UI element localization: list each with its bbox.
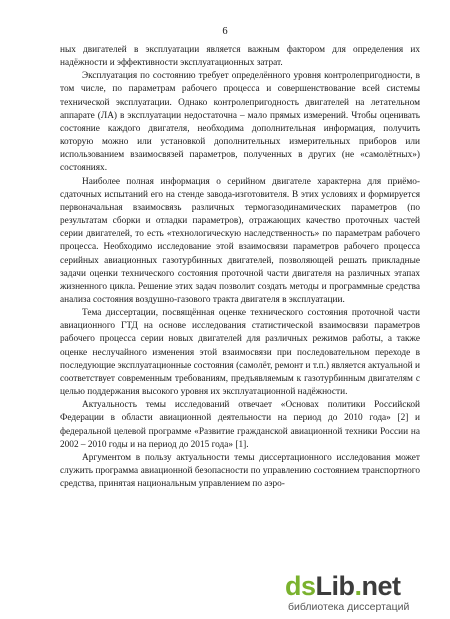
paragraph: Наиболее полная информация о серийном двигателе характерна для приёмо-сдаточных испытаний его на стенде завода-изготовителя. В этих условиях и формируется первоначальная взаимосвязь различных термогазодинамических параметров (по результатам сборки и отладки параметров), отражающих качество проточных частей серии двигателей, то есть «технологическую наследственность» по параметрам рабочего процесса. Необходимо исследование этой взаимосвязи параметров рабочего процесса серийных авиационных газотурбинных двигателей, позволяющей решать прикладные задачи оценки технического состояния проточной части двигателя на различных этапах жизненного цикла. Решение этих задач позволит создать методы и программные средства анализа состояния воздушно-газового тракта двигателя в эксплуатации.	[60, 176, 420, 305]
page-number: 6	[222, 26, 228, 37]
watermark-tagline: библиотека диссертаций	[288, 601, 410, 613]
paragraph: Эксплуатация по состоянию требует определённого уровня контролепригодности, в том числе, по параметрам рабочего процесса и совершенствование всей системы технической эксплуатации. Однако контролепригодность двигателей на летательном аппарате (ЛА) в эксплуатации недостаточна – мало прямых измерений. Чтобы оценивать состояние каждого двигателя, необходима дополнительная информация, получить которую можно или установкой дополнительных измерительных приборов или использованием взаимосвязей параметров, полученных в других (не «самолётных») состояниях.	[60, 71, 420, 174]
paragraph: Актуальность темы исследований отвечает «Основах политики Российской Федерации в области авиационной деятельности на период до 2010 года» [2] и федеральной целевой программе «Развитие гражданской авиационной техники России на 2002 – 2010 годы и на период до 2015 года» [1].	[60, 400, 420, 450]
paragraph: Тема диссертации, посвящённая оценке технического состояния проточной части авиационного ГТД на основе исследования статистической взаимосвязи параметров рабочего процесса серии новых двигателей для различных режимов работы, а также оценке неслучайного изменения этой взаимосвязи при последовательном переходе в последующие эксплуатационные состояния (самолёт, ремонт и т.п.) является актуальной и соответствует современным требованиям, предъявляемым к газотурбинным двигателям с целью поддержания высокого уровня их эксплуатационной надёжности.	[60, 308, 420, 398]
document-body	[60, 44, 420, 491]
dslib-watermark	[285, 572, 445, 612]
dslib-logo: dsLib.net	[285, 571, 401, 601]
paragraph: Аргументом в пользу актуальности темы диссертационного исследования может служить программа авиационной безопасности по управлению состоянием транспортного средства, принятая национальным управлением по аэро-	[60, 452, 420, 490]
paragraph-continuation: ных двигателей в эксплуатации является важным фактором для определения их надёжности и эффективности эксплуатационных затрат.	[60, 45, 420, 69]
